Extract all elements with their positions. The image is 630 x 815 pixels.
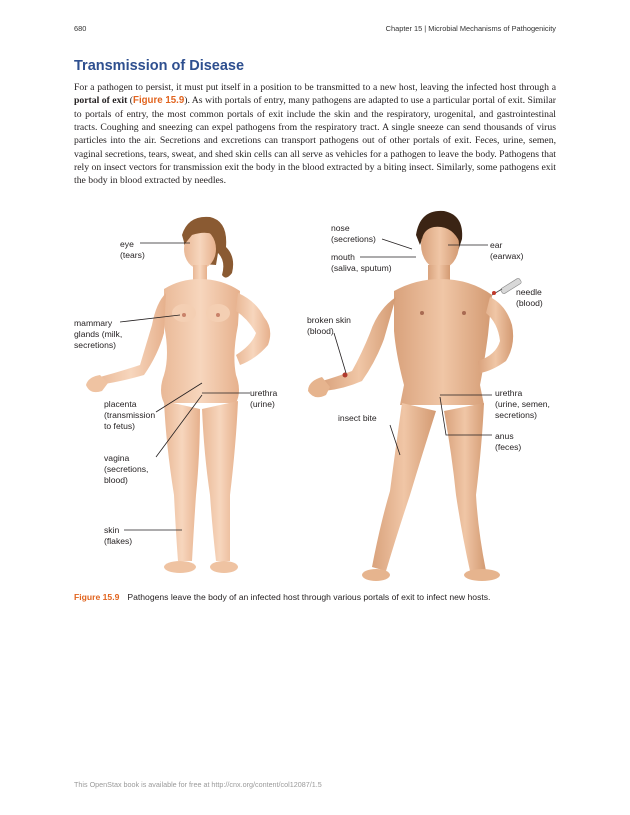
label-vagina-detail-1: (secretions, (104, 464, 149, 474)
page-header (74, 24, 556, 38)
figure-caption (74, 592, 490, 602)
label-skin-title: skin (104, 525, 120, 535)
label-male-urethra-detail-1: (urine, semen, (495, 399, 550, 409)
label-broken-skin-detail: (blood) (307, 326, 334, 336)
label-placenta-title: placenta (104, 399, 137, 409)
label-needle-title: needle (516, 287, 542, 297)
label-nose-title: nose (331, 223, 350, 233)
label-female-urethra-detail: (urine) (250, 399, 275, 409)
label-nose-detail: (secretions) (331, 234, 376, 244)
label-mouth-title: mouth (331, 252, 355, 262)
figure-portals-of-exit (60, 205, 570, 590)
label-anus-title: anus (495, 431, 514, 441)
label-mouth (331, 252, 392, 274)
label-needle (516, 287, 543, 309)
label-male-urethra-title: urethra (495, 388, 523, 398)
label-ear-title: ear (490, 240, 503, 250)
label-male-urethra (495, 388, 550, 421)
label-insect-bite-title: insect bite (338, 413, 377, 423)
paragraph-text-2: ). As with portals of entry, many pathogens are adapted to use a particular portal of exit. Similar to portals of entry, the most common portals of exit include the skin and the respiratory, urogenital, and gastrointestinal tracts. Coughing and sneezing can expel pathogens from the respiratory tract. A single sneeze can send thousands of virus particles into the air. Secretions and excretions can transport pathogens out of other portals of exit. Feces, urine, semen, vaginal secretions, tears, sweat, and shed skin cells can all serve as vehicles for a pathogen to leave the body. Pathogens that rely on insect vectors for transmission exit the body in the blood extracted by a biting insect. Similarly, some pathogens exit the body in blood extracted by needles. (74, 95, 556, 187)
label-nose (331, 223, 376, 245)
female-body-illustration (86, 217, 270, 573)
figure-link[interactable]: Figure 15.9 (133, 95, 185, 107)
label-needle-detail: (blood) (516, 298, 543, 308)
label-ear (490, 240, 523, 262)
figure-caption-label: Figure 15.9 (74, 592, 120, 602)
label-female-urethra-title: urethra (250, 388, 278, 398)
label-vagina (104, 453, 148, 486)
label-anus (495, 431, 521, 453)
paragraph-paren: ( (127, 95, 134, 107)
label-eye (120, 239, 145, 261)
label-ear-detail: (earwax) (490, 251, 524, 261)
label-broken-skin-title: broken skin (307, 315, 351, 325)
label-eye-title: eye (120, 239, 134, 249)
label-mammary-detail-2: secretions) (74, 340, 117, 350)
label-vagina-detail-2: blood) (104, 475, 128, 485)
label-mouth-detail: (saliva, sputum) (331, 263, 392, 273)
label-insect-bite (338, 413, 377, 424)
label-vagina-title: vagina (104, 453, 130, 463)
label-mammary-title: mammary (74, 318, 113, 328)
label-skin (104, 525, 132, 547)
paragraph-text-1: For a pathogen to persist, it must put itself in a position to be transmitted to a new host, leaving the infected host through a (74, 82, 556, 93)
label-eye-detail: (tears) (120, 250, 145, 260)
label-female-urethra (250, 388, 277, 410)
label-skin-detail: (flakes) (104, 536, 133, 546)
label-mammary-glands (74, 318, 122, 351)
label-anus-detail: (feces) (495, 442, 522, 452)
label-placenta-detail-1: (transmission (104, 410, 156, 420)
wound-icon (343, 373, 348, 378)
page-number: 680 (74, 24, 87, 33)
page-footer: This OpenStax book is available for free at http://cnx.org/content/col12087/1.5 (74, 780, 322, 789)
label-placenta-detail-2: to fetus) (104, 421, 136, 431)
section-title: Transmission of Disease (74, 58, 245, 74)
figure-caption-text: Pathogens leave the body of an infected host through various portals of exit to infect new hosts. (127, 592, 491, 602)
chapter-title: Chapter 15 | Microbial Mechanisms of Pathogenicity (385, 24, 556, 33)
label-placenta (104, 399, 155, 432)
label-male-urethra-detail-2: secretions) (495, 410, 538, 420)
label-broken-skin (307, 315, 351, 337)
label-mammary-detail-1: glands (milk, (74, 329, 123, 339)
body-paragraph (74, 81, 556, 188)
figure-illustration (60, 205, 570, 590)
key-term: portal of exit (74, 95, 128, 107)
